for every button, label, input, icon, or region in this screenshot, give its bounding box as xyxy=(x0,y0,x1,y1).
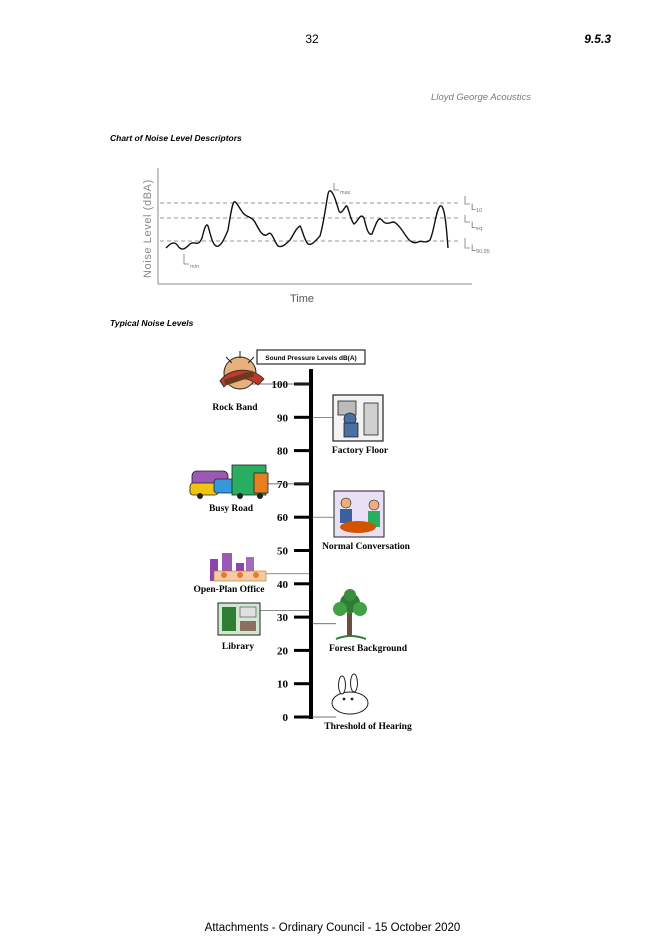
chart-x-label: Time xyxy=(290,293,315,305)
lmax-bracket xyxy=(334,183,339,190)
scale-ticks xyxy=(272,379,311,724)
factory-floor-icon xyxy=(333,395,383,441)
l10-label: $L_{10}$ xyxy=(471,202,483,214)
library-icon xyxy=(218,603,260,635)
lmin-bracket xyxy=(184,254,189,264)
scale-tick-label: 80 xyxy=(277,445,288,458)
scale-tick-label: 20 xyxy=(277,645,288,658)
leq-bracket xyxy=(465,215,470,222)
scale-tick-label: 60 xyxy=(277,512,288,525)
scale-tick-label: 0 xyxy=(282,712,288,724)
chart-y-label: Noise Level (dBA) xyxy=(142,179,154,278)
open-plan-office-label: Open-Plan Office xyxy=(193,585,265,595)
conversation-icon xyxy=(334,491,384,537)
forest-background-label: Forest Background xyxy=(328,644,408,654)
document-reference: 9.5.3 xyxy=(584,32,611,46)
forest-icon xyxy=(333,589,367,639)
scale-tick-label: 100 xyxy=(271,379,288,391)
company-name: Lloyd George Acoustics xyxy=(431,92,531,103)
scale-tick-label: 90 xyxy=(277,412,288,425)
noise-descriptor-chart xyxy=(130,160,530,310)
section-title-typical-levels: Typical Noise Levels xyxy=(110,318,194,328)
threshold-of-hearing-icon xyxy=(332,674,368,714)
threshold-of-hearing-label: Threshold of Hearing xyxy=(324,722,412,732)
rock-band-label: Rock Band xyxy=(212,403,258,413)
scale-tick-label: 30 xyxy=(277,612,288,625)
section-title-descriptors: Chart of Noise Level Descriptors xyxy=(110,133,242,143)
busy-road-icon xyxy=(190,465,268,499)
scale-tick-label: 50 xyxy=(277,545,288,558)
scale-tick-label: 40 xyxy=(277,578,288,591)
noise-trace xyxy=(166,191,448,249)
scale-tick-label: 70 xyxy=(277,478,288,491)
lmin-label: $L_{min}$ xyxy=(185,258,199,270)
office-icon xyxy=(210,553,266,581)
lmax-label: $L_{max}$ xyxy=(335,184,351,196)
factory-floor-label: Factory Floor xyxy=(331,446,389,456)
library-label: Library xyxy=(221,642,255,652)
scale-title: Sound Pressure Levels dB(A) xyxy=(265,355,357,362)
l90-bracket xyxy=(465,238,470,248)
scale-tick-label: 10 xyxy=(277,678,288,691)
normal-conversation-label: Normal Conversation xyxy=(322,542,410,552)
footer: Attachments - Ordinary Council - 15 October 2020 xyxy=(204,922,461,934)
page-number: 32 xyxy=(305,32,319,46)
scale-bar xyxy=(309,369,313,719)
l10-bracket xyxy=(465,196,470,204)
l90-label: $L_{90,95}$ xyxy=(471,243,490,255)
leq-label: $L_{eq}$ xyxy=(471,220,483,232)
busy-road-label: Busy Road xyxy=(208,504,254,514)
sound-pressure-scale xyxy=(180,345,440,745)
